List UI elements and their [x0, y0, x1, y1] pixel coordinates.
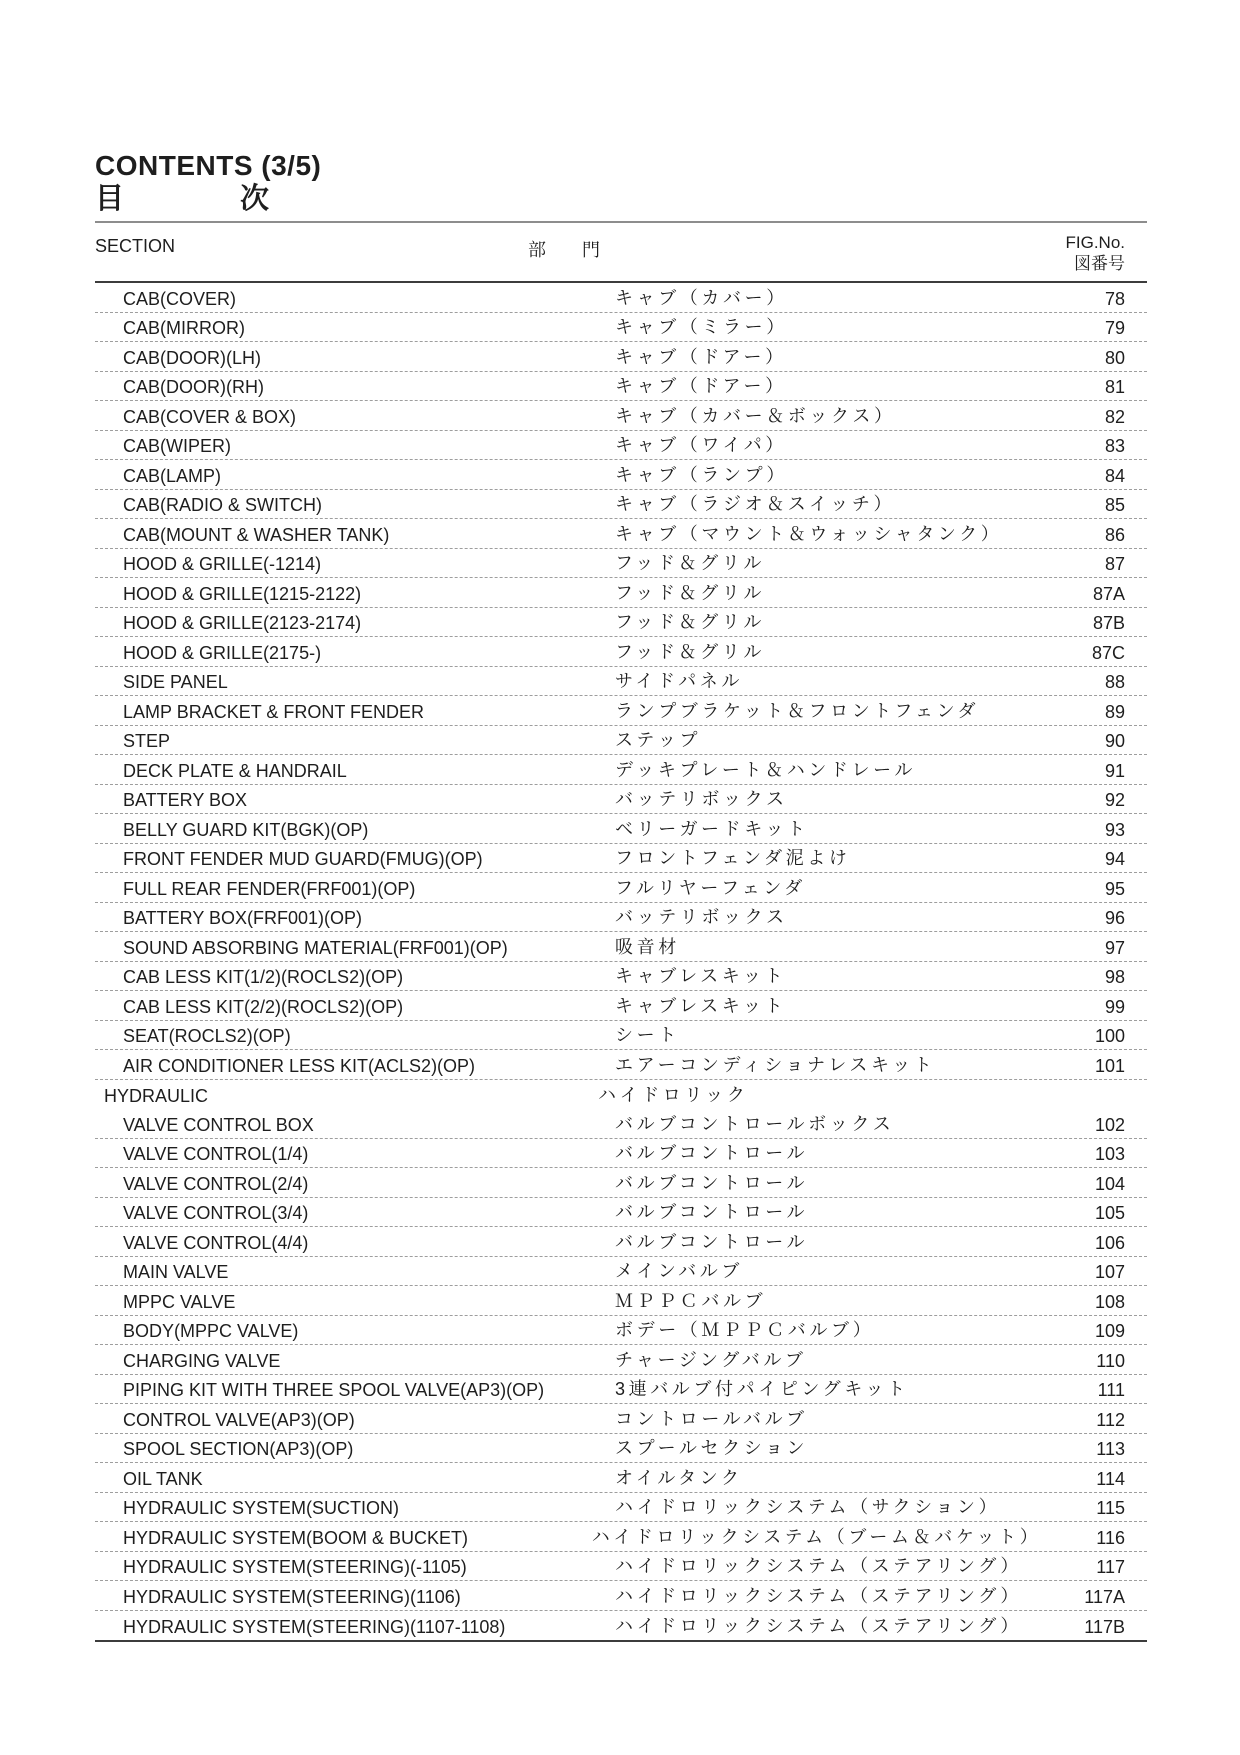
toc-row — [95, 903, 1147, 933]
toc-row — [95, 1168, 1147, 1198]
toc-entry-title-ja: ハイドロリックシステム（ステアリング） — [615, 1556, 1022, 1576]
toc-entry-title-en: SEAT(ROCLS2)(OP) — [123, 1026, 291, 1046]
toc-entry-title-en: CAB(DOOR)(LH) — [123, 347, 261, 368]
toc-row — [95, 1257, 1147, 1287]
toc-entry-title-en: HOOD & GRILLE(2123-2174) — [123, 613, 362, 633]
page-title-japanese: 目 次 — [95, 183, 270, 215]
toc-fig-number: 100 — [1094, 1026, 1125, 1046]
toc-entry-title-en: CAB(RADIO & SWITCH) — [123, 495, 323, 515]
column-header-section: SECTION — [95, 236, 176, 256]
toc-row — [95, 1404, 1147, 1434]
toc-entry-title-ja: バルブコントロールボックス — [615, 1113, 895, 1134]
toc-fig-number: 87 — [1104, 554, 1125, 574]
toc-fig-number: 86 — [1104, 524, 1125, 545]
toc-entry-title-ja: バッテリボックス — [615, 789, 788, 809]
toc-entry-title-en: DECK PLATE & HANDRAIL — [123, 760, 347, 781]
toc-fig-number: 90 — [1104, 731, 1125, 751]
toc-entry-title-ja: キャブ（ドアー） — [615, 346, 787, 367]
toc-entry-title-en: BATTERY BOX — [123, 790, 248, 810]
toc-fig-number: 87B — [1092, 613, 1125, 633]
toc-entry-title-ja: バルブコントロール — [615, 1143, 809, 1163]
toc-entry-title-ja: コントロールバルブ — [615, 1408, 808, 1429]
toc-entry-title-en: FULL REAR FENDER(FRF001)(OP) — [123, 878, 416, 899]
toc-entry-title-ja: フッド＆グリル — [615, 582, 765, 603]
toc-row — [95, 814, 1147, 844]
toc-entry-title-en: BELLY GUARD KIT(BGK)(OP) — [123, 819, 369, 840]
toc-entry-title-ja: スプールセクション — [615, 1438, 809, 1458]
toc-row — [95, 1050, 1147, 1080]
toc-row — [95, 1522, 1147, 1552]
toc-fig-number: 106 — [1094, 1232, 1125, 1253]
toc-fig-number: 115 — [1096, 1498, 1125, 1518]
toc-fig-number: 87C — [1091, 642, 1125, 663]
toc-entry-title-ja: ベリーガードキット — [615, 818, 809, 839]
toc-row — [95, 1227, 1147, 1257]
toc-entry-title-en: MAIN VALVE — [123, 1262, 229, 1282]
toc-row — [95, 696, 1147, 726]
toc-entry-title-ja: キャブ（カバー＆ボックス） — [615, 405, 896, 426]
toc-row — [95, 1375, 1147, 1405]
toc-fig-number: 104 — [1094, 1173, 1125, 1194]
toc-entry-title-en: CAB(COVER) — [123, 288, 237, 309]
toc-row — [95, 1021, 1147, 1051]
toc-row — [95, 1552, 1147, 1582]
toc-fig-number: 94 — [1104, 849, 1125, 869]
toc-fig-number: 109 — [1094, 1321, 1125, 1341]
toc-row — [95, 726, 1147, 756]
toc-fig-number: 117B — [1084, 1617, 1125, 1637]
toc-entry-title-en: VALVE CONTROL BOX — [123, 1114, 314, 1135]
toc-entry-title-ja: メインバルブ — [615, 1261, 743, 1281]
toc-rows — [95, 283, 1147, 1640]
toc-row — [95, 1080, 1147, 1110]
toc-entry-title-en: SPOOL SECTION(AP3)(OP) — [123, 1439, 354, 1459]
toc-fig-number: 82 — [1104, 406, 1125, 427]
toc-row — [95, 372, 1147, 402]
toc-entry-title-ja: キャブ（ワイパ） — [615, 435, 787, 455]
toc-fig-number: 91 — [1104, 760, 1125, 781]
toc-entry-title-ja: フロントフェンダ泥よけ — [615, 848, 851, 868]
toc-fig-number: 117A — [1084, 1586, 1125, 1607]
toc-entry-title-en: MPPC VALVE — [123, 1291, 236, 1312]
toc-entry-title-ja: ハイドロリック — [598, 1085, 749, 1105]
toc-entry-title-en: CAB(LAMP) — [123, 465, 222, 486]
toc-row — [95, 844, 1147, 874]
toc-fig-number: 97 — [1104, 937, 1125, 958]
toc-fig-number: 89 — [1104, 701, 1125, 722]
toc-entry-title-en: HOOD & GRILLE(1215-2122) — [123, 583, 362, 604]
toc-fig-number: 107 — [1094, 1262, 1125, 1282]
toc-entry-title-ja: 3連バルブ付パイピングキット — [615, 1379, 909, 1399]
toc-entry-title-ja: キャブ（ドアー） — [615, 376, 787, 396]
toc-fig-number: 87A — [1092, 583, 1125, 604]
toc-fig-number: 101 — [1094, 1055, 1125, 1076]
toc-entry-title-en: CAB(COVER & BOX) — [123, 406, 297, 427]
toc-entry-title-ja: エアーコンディショナレスキット — [615, 1054, 936, 1075]
fig-no-label-japanese: 図番号 — [1074, 254, 1125, 273]
toc-fig-number: 113 — [1096, 1439, 1125, 1459]
toc-row — [95, 342, 1147, 372]
fig-no-label: FIG.No. — [1065, 233, 1125, 252]
toc-row — [95, 283, 1147, 313]
toc-row — [95, 1109, 1147, 1139]
toc-row — [95, 932, 1147, 962]
toc-entry-title-en: SOUND ABSORBING MATERIAL(FRF001)(OP) — [123, 937, 508, 958]
toc-entry-title-en: BODY(MPPC VALVE) — [123, 1321, 299, 1341]
toc-row — [95, 1611, 1147, 1641]
toc-row — [95, 667, 1147, 697]
toc-entry-title-en: AIR CONDITIONER LESS KIT(ACLS2)(OP) — [123, 1055, 476, 1076]
toc-fig-number: 78 — [1104, 288, 1125, 309]
toc-entry-title-en: CHARGING VALVE — [123, 1350, 281, 1371]
toc-entry-title-en: STEP — [123, 731, 171, 751]
toc-row — [95, 991, 1147, 1021]
toc-row — [95, 1345, 1147, 1375]
toc-entry-title-ja: シート — [615, 1025, 680, 1045]
toc-fig-number: 105 — [1094, 1203, 1125, 1223]
toc-fig-number: 88 — [1104, 672, 1125, 692]
toc-entry-title-en: CAB(MIRROR) — [123, 318, 245, 338]
toc-entry-title-ja: オイルタンク — [615, 1467, 743, 1488]
toc-fig-number: 103 — [1094, 1144, 1125, 1164]
toc-entry-title-ja: バルブコントロール — [615, 1202, 809, 1222]
toc-entry-title-en: CONTROL VALVE(AP3)(OP) — [123, 1409, 355, 1430]
toc-fig-number: 96 — [1104, 908, 1125, 928]
toc-entry-title-en: CAB(DOOR)(RH) — [123, 377, 264, 397]
toc-row — [95, 578, 1147, 608]
toc-entry-title-en: VALVE CONTROL(2/4) — [123, 1173, 309, 1194]
toc-entry-title-ja: ＭＰＰＣバルブ — [615, 1290, 767, 1311]
contents-page — [95, 0, 1147, 1642]
toc-row — [95, 401, 1147, 431]
toc-entry-title-ja: デッキプレート＆ハンドレール — [615, 759, 916, 780]
column-header-section-japanese: 部 門 — [528, 240, 600, 260]
toc-entry-title-ja: ステップ — [615, 730, 702, 750]
column-header-row — [95, 223, 1147, 281]
toc-row — [95, 490, 1147, 520]
toc-entry-title-en: VALVE CONTROL(3/4) — [123, 1203, 309, 1223]
toc-fig-number: 95 — [1104, 878, 1125, 899]
toc-fig-number: 92 — [1104, 790, 1125, 810]
toc-fig-number: 112 — [1096, 1409, 1125, 1430]
toc-fig-number: 116 — [1096, 1527, 1125, 1548]
toc-entry-title-en: HYDRAULIC SYSTEM(STEERING)(1107-1108) — [123, 1617, 506, 1637]
toc-entry-title-en: PIPING KIT WITH THREE SPOOL VALVE(AP3)(OP) — [123, 1380, 545, 1400]
toc-entry-title-ja: キャブ（カバー） — [615, 287, 788, 308]
toc-row — [95, 1493, 1147, 1523]
toc-entry-title-en: HYDRAULIC SYSTEM(STEERING)(-1105) — [123, 1557, 467, 1577]
toc-entry-title-en: VALVE CONTROL(1/4) — [123, 1144, 309, 1164]
toc-row — [95, 755, 1147, 785]
toc-entry-title-en: OIL TANK — [123, 1468, 203, 1489]
toc-entry-title-ja: フッド＆グリル — [615, 641, 765, 662]
toc-entry-title-en: HYDRAULIC SYSTEM(BOOM & BUCKET) — [123, 1527, 469, 1548]
toc-entry-title-ja: バルブコントロール — [615, 1231, 809, 1252]
toc-entry-title-en: HYDRAULIC SYSTEM(STEERING)(1106) — [123, 1586, 461, 1607]
toc-fig-number: 111 — [1097, 1380, 1125, 1400]
toc-entry-title-en: HYDRAULIC — [104, 1086, 209, 1106]
toc-entry-title-en: BATTERY BOX(FRF001)(OP) — [123, 908, 363, 928]
toc-fig-number: 110 — [1096, 1350, 1125, 1371]
toc-fig-number: 102 — [1094, 1114, 1125, 1135]
toc-fig-number: 98 — [1104, 967, 1125, 987]
toc-fig-number: 108 — [1094, 1291, 1125, 1312]
toc-row — [95, 962, 1147, 992]
toc-fig-number: 80 — [1104, 347, 1125, 368]
toc-row — [95, 1581, 1147, 1611]
toc-fig-number: 84 — [1104, 465, 1125, 486]
toc-row — [95, 1316, 1147, 1346]
toc-entry-title-en: HOOD & GRILLE(-1214) — [123, 554, 322, 574]
toc-fig-number: 99 — [1104, 996, 1125, 1017]
toc-entry-title-ja: フッド＆グリル — [615, 612, 765, 632]
toc-entry-title-ja: キャブ（マウント＆ウォッシャタンク） — [615, 523, 1003, 544]
toc-entry-title-en: CAB LESS KIT(1/2)(ROCLS2)(OP) — [123, 967, 404, 987]
toc-entry-title-ja: バルブコントロール — [615, 1172, 809, 1193]
toc-entry-title-en: FRONT FENDER MUD GUARD(FMUG)(OP) — [123, 849, 483, 869]
toc-row — [95, 519, 1147, 549]
toc-entry-title-en: SIDE PANEL — [123, 672, 228, 692]
toc-entry-title-en: CAB LESS KIT(2/2)(ROCLS2)(OP) — [123, 996, 404, 1017]
column-header-fig-no — [1065, 232, 1125, 274]
toc-fig-number: 83 — [1104, 436, 1125, 456]
toc-entry-title-en: CAB(MOUNT & WASHER TANK) — [123, 524, 390, 545]
toc-row — [95, 431, 1147, 461]
toc-entry-title-ja: チャージングバルブ — [615, 1349, 807, 1370]
toc-row — [95, 873, 1147, 903]
toc-row — [95, 313, 1147, 343]
toc-entry-title-ja: ハイドロリックシステム（ブーム＆バケット） — [591, 1526, 1042, 1547]
toc-row — [95, 1139, 1147, 1169]
toc-entry-title-ja: 吸音材 — [615, 936, 680, 957]
toc-entry-title-ja: ハイドロリックシステム（ステアリング） — [615, 1616, 1022, 1636]
toc-fig-number: 114 — [1096, 1468, 1125, 1489]
toc-entry-title-ja: ハイドロリックシステム（サクション） — [615, 1497, 1001, 1517]
toc-entry-title-en: HYDRAULIC SYSTEM(SUCTION) — [123, 1498, 400, 1518]
page-title: CONTENTS (3/5) — [95, 150, 322, 181]
toc-row — [95, 1434, 1147, 1464]
page-bottom-rule — [95, 1640, 1147, 1642]
toc-entry-title-ja: フッド＆グリル — [615, 553, 765, 573]
toc-entry-title-en: CAB(WIPER) — [123, 436, 231, 456]
toc-fig-number: 117 — [1096, 1557, 1125, 1577]
toc-entry-title-ja: バッテリボックス — [615, 907, 788, 927]
toc-entry-title-en: LAMP BRACKET & FRONT FENDER — [123, 701, 425, 722]
toc-row — [95, 549, 1147, 579]
toc-entry-title-en: HOOD & GRILLE(2175-) — [123, 642, 322, 663]
toc-fig-number: 79 — [1104, 318, 1125, 338]
toc-entry-title-ja: キャブレスキット — [615, 995, 787, 1016]
toc-row — [95, 637, 1147, 667]
toc-entry-title-ja: ランプブラケット＆フロントフェンダ — [615, 700, 980, 721]
toc-fig-number: 85 — [1104, 495, 1125, 515]
toc-row — [95, 460, 1147, 490]
toc-fig-number: 93 — [1104, 819, 1125, 840]
toc-row — [95, 608, 1147, 638]
toc-row — [95, 1286, 1147, 1316]
toc-entry-title-ja: サイドパネル — [615, 671, 743, 691]
toc-entry-title-ja: ハイドロリックシステム（ステアリング） — [615, 1585, 1022, 1606]
toc-entry-title-ja: キャブ（ミラー） — [615, 317, 788, 337]
toc-entry-title-ja: ボデー（ＭＰＰＣバルブ） — [615, 1320, 875, 1340]
toc-entry-title-ja: フルリヤーフェンダ — [615, 877, 806, 898]
toc-entry-title-en: VALVE CONTROL(4/4) — [123, 1232, 309, 1253]
toc-row — [95, 1198, 1147, 1228]
toc-entry-title-ja: キャブレスキット — [615, 966, 787, 986]
toc-entry-title-ja: キャブ（ラジオ＆スイッチ） — [615, 494, 896, 514]
toc-row — [95, 785, 1147, 815]
toc-fig-number: 81 — [1104, 377, 1125, 397]
toc-row — [95, 1463, 1147, 1493]
toc-entry-title-ja: キャブ（ランプ） — [615, 464, 788, 485]
